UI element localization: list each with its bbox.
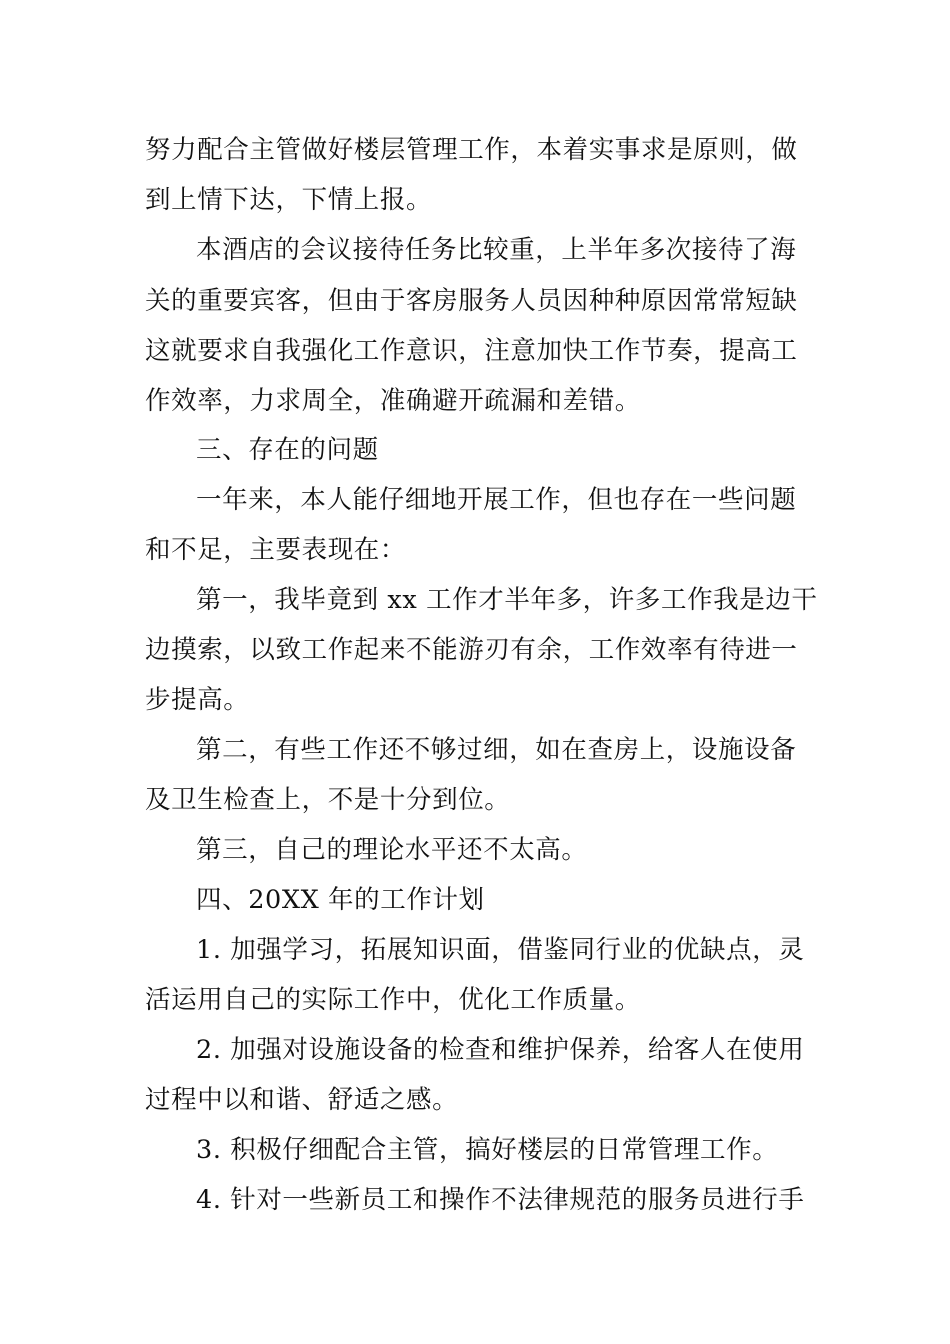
paragraph-line: 这就要求自我强化工作意识，注意加快工作节奏，提高工 (145, 336, 798, 366)
list-item-line: 活运用自己的实际工作中，优化工作质量。 (145, 985, 641, 1015)
list-item-line: 4. 针对一些新员工和操作不法律规范的服务员进行手 (196, 1185, 805, 1215)
list-item-line: 2. 加强对设施设备的检查和维护保养，给客人在使用 (196, 1035, 805, 1065)
list-item-line: 3. 积极仔细配合主管，搞好楼层的日常管理工作。 (196, 1135, 779, 1165)
list-item-line: 过程中以和谐、舒适之感。 (145, 1085, 459, 1115)
paragraph-line: 边摸索，以致工作起来不能游刃有余，工作效率有待进一 (145, 635, 798, 665)
list-item-line: 1. 加强学习，拓展知识面，借鉴同行业的优缺点，灵 (196, 935, 805, 965)
paragraph-line: 第一，我毕竟到 xx 工作才半年多，许多工作我是边干 (196, 585, 818, 615)
paragraph-line: 第三，自己的理论水平还不太高。 (196, 835, 588, 865)
paragraph-line: 及卫生检查上，不是十分到位。 (145, 785, 511, 815)
section-heading: 四、20XX 年的工作计划 (196, 885, 485, 915)
paragraph-line: 一年来，本人能仔细地开展工作，但也存在一些问题 (196, 485, 797, 515)
paragraph-line: 作效率，力求周全，准确避开疏漏和差错。 (145, 386, 641, 416)
paragraph-line: 和不足，主要表现在： (145, 535, 407, 565)
paragraph-line: 到上情下达，下情上报。 (145, 185, 433, 215)
paragraph-line: 第二，有些工作还不够过细，如在查房上，设施设备 (196, 735, 797, 765)
paragraph-line: 努力配合主管做好楼层管理工作，本着实事求是原则，做 (145, 135, 798, 165)
paragraph-line: 步提高。 (145, 685, 250, 715)
section-heading: 三、存在的问题 (196, 435, 379, 465)
paragraph-line: 关的重要宾客，但由于客房服务人员因种种原因常常短缺 (145, 286, 798, 316)
paragraph-line: 本酒店的会议接待任务比较重，上半年多次接待了海 (196, 235, 797, 265)
